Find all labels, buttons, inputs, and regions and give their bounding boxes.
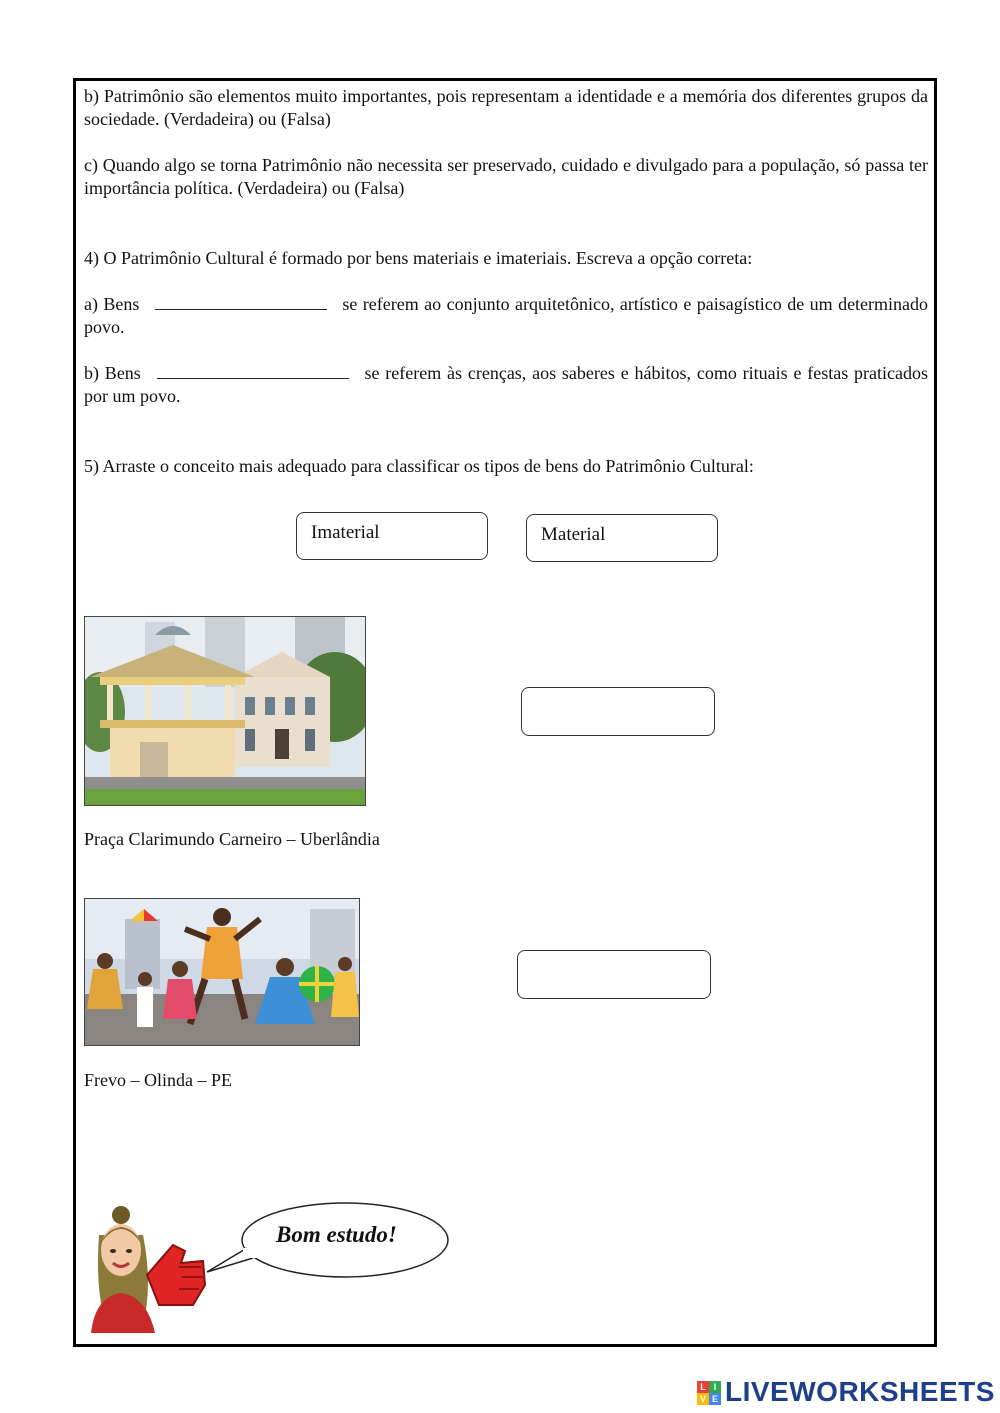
praca-caption: Praça Clarimundo Carneiro – Uberlândia [84,829,380,849]
frevo-caption: Frevo – Olinda – PE [84,1070,232,1090]
question-4b [84,362,928,408]
liveworksheets-brand: LIVEWORKSHEETS [725,1376,995,1407]
question-4a [84,293,928,339]
question-4a-prefix: a) Bens [84,294,140,314]
drop-zone-frevo[interactable] [517,950,711,999]
drop-zone-praca[interactable] [521,687,715,736]
teacher-avatar-icon [85,1205,215,1333]
question-4: 4) O Patrimônio Cultural é formado por bens materiais e imateriais. Escreva a opção correta: [84,248,753,268]
liveworksheets-logo-icon: L I V E [697,1381,721,1405]
question-4a-suffix: se referem ao conjunto arquitetônico, artístico e paisagístico de um determinado povo. [84,294,929,337]
frevo-photo [84,898,360,1046]
question-4b-prefix: b) Bens [84,363,141,383]
answer-4a-blank[interactable] [155,295,327,310]
question-5: 5) Arraste o conceito mais adequado para classificar os tipos de bens do Patrimônio Cultural: [84,456,754,476]
praca-clarimundo-photo [84,616,366,806]
answer-4b-blank[interactable] [157,364,349,379]
question-3c: c) Quando algo se torna Patrimônio não necessita ser preservado, cuidado e divulgado para a população, só passa ter importância política. (Verdadeira) ou (Falsa) [84,155,928,198]
frevo-dancers-image [85,899,359,1045]
drag-option-imaterial[interactable]: Imaterial [296,512,488,560]
question-3b: b) Patrimônio são elementos muito importantes, pois representam a identidade e a memória dos diferentes grupos da sociedade. (Verdadeira) ou (Falsa) [84,86,928,129]
gazebo-building-image [85,617,365,805]
drag-option-material[interactable]: Material [526,514,718,562]
question-4b-suffix: se referem às crenças, aos saberes e hábitos, como rituais e festas praticados por um povo. [84,363,929,406]
speech-text: Bom estudo! [276,1222,397,1247]
